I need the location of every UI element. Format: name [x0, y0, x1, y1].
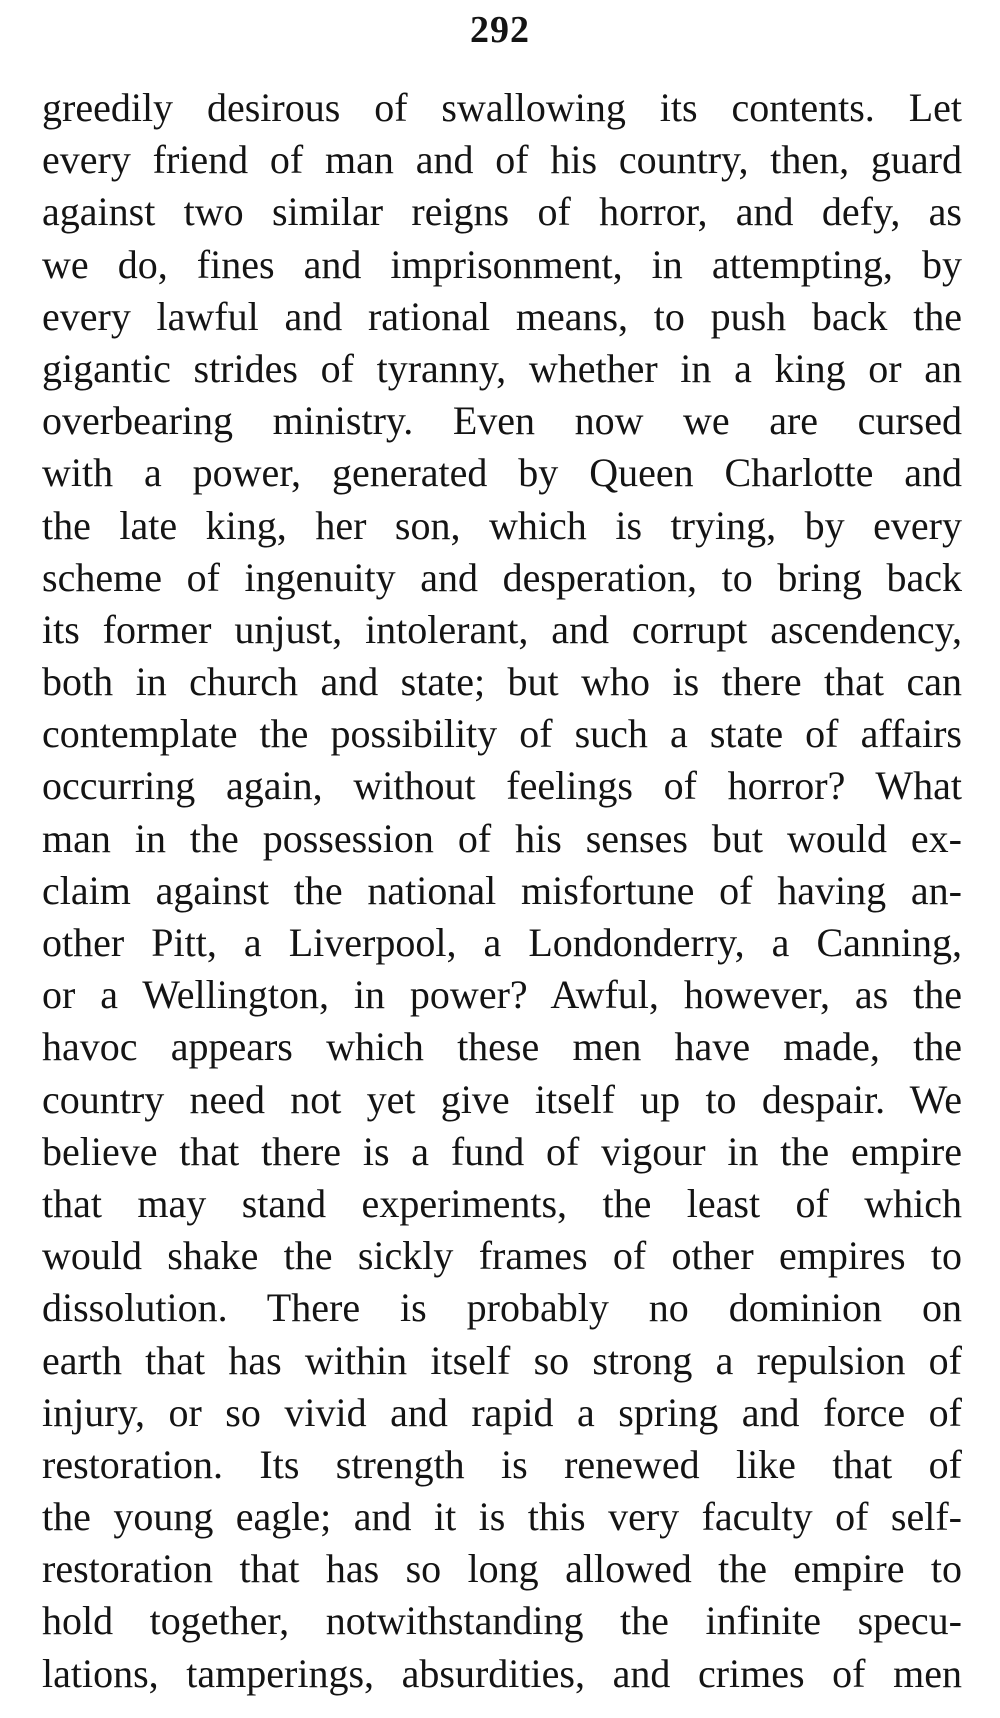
text-line: restoration. Its strength is renewed like that of	[42, 1441, 962, 1487]
text-line: scheme of ingenuity and desperation, to bring back	[42, 554, 962, 600]
text-line: every friend of man and of his country, then, guard	[42, 137, 962, 183]
text-line: other Pitt, a Liverpool, a Londonderry, a Canning,	[42, 920, 962, 965]
text-line: or a Wellington, in power? Awful, however, as the	[42, 972, 962, 1018]
text-line: dissolution. There is probably no dominion on	[42, 1285, 962, 1331]
text-line: the late king, her son, which is trying, by every	[42, 502, 962, 548]
text-line: both in church and state; but who is there that can	[42, 659, 962, 705]
text-line: against two similar reigns of horror, and defy, as	[42, 189, 962, 235]
text-line: greedily desirous of swallowing its contents. Let	[42, 85, 962, 130]
text-line: claim against the national misfortune of having an-	[42, 867, 962, 913]
text-line: earth that has within itself so strong a repulsion of	[42, 1337, 962, 1383]
text-line: with a power, generated by Queen Charlotte and	[42, 450, 962, 496]
text-line: man in the possession of his senses but would ex-	[42, 815, 962, 861]
text-line: lations, tamperings, absurdities, and crimes of men	[42, 1650, 962, 1696]
text-line: every lawful and rational means, to push back the	[42, 293, 962, 339]
text-line: occurring again, without feelings of horror? What	[42, 763, 962, 809]
text-line: havoc appears which these men have made, the	[42, 1024, 962, 1070]
text-line: country need not yet give itself up to despair. We	[42, 1076, 962, 1122]
text-line: restoration that has so long allowed the empire to	[42, 1546, 962, 1592]
text-line: overbearing ministry. Even now we are cursed	[42, 398, 962, 444]
text-line: contemplate the possibility of such a state of affairs	[42, 711, 962, 757]
text-line: would shake the sickly frames of other empires to	[42, 1233, 962, 1279]
text-line: that may stand experiments, the least of which	[42, 1180, 962, 1226]
page-number: 292	[470, 9, 530, 51]
text-line: injury, or so vivid and rapid a spring and force of	[42, 1389, 962, 1435]
text-line: hold together, notwithstanding the infinite specu-	[42, 1598, 962, 1644]
text-line: believe that there is a fund of vigour in the empire	[42, 1128, 962, 1174]
body-text	[42, 82, 962, 1700]
text-line: we do, fines and imprisonment, in attempting, by	[42, 241, 962, 287]
text-line: its former unjust, intolerant, and corrupt ascendency,	[42, 606, 962, 652]
text-line: gigantic strides of tyranny, whether in a king or an	[42, 345, 962, 391]
text-line: the young eagle; and it is this very faculty of self-	[42, 1494, 962, 1540]
